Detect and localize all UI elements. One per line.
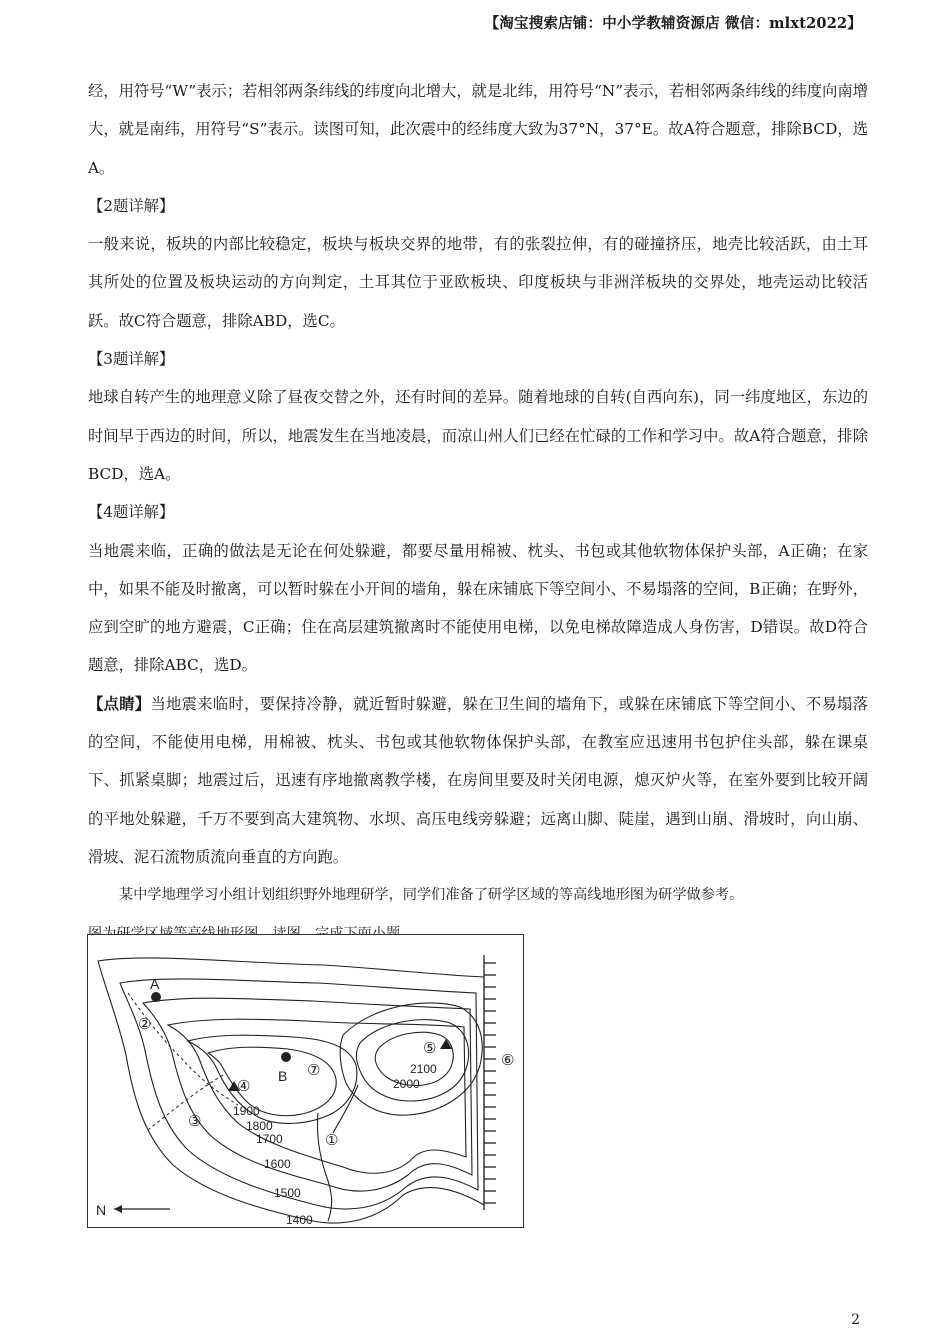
contour-line-1700 xyxy=(168,1019,466,1173)
label-1900: 1900 xyxy=(233,1104,260,1118)
label-circle-7: ⑦ xyxy=(307,1062,321,1079)
point-b-marker xyxy=(281,1052,291,1062)
page-header: 【淘宝搜索店铺：中小学教辅资源店 微信：mlxt2022】 xyxy=(484,15,862,32)
label-circle-3: ③ xyxy=(188,1113,202,1130)
page-number: 2 xyxy=(851,1312,860,1328)
label-circle-6: ⑥ xyxy=(501,1052,515,1069)
label-point-b: B xyxy=(278,1068,288,1084)
paragraph-2: 一般来说，板块的内部比较稳定，板块与板块交界的地带，有的张裂拉伸，有的碰撞挤压，地壳比较活跃，由土耳其所处的位置及板块运动的方向判定，土耳其位于亚欧板块、印度板块与非洲洋板块的交界处，地壳运动比较活跃。故C符合题意，排除ABD，选C。 xyxy=(88,235,868,330)
paragraph-4: 当地震来临，正确的做法是无论在何处躲避，都要尽量用棉被、枕头、书包或其他软物体保护头部，A正确；在家中，如果不能及时撤离，可以暂时躲在小开间的墙角，躲在床铺底下等空间小、不易塌落的空间，B正确；在野外，应到空旷的地方避震，C正确；住在高层建筑撤离时不能使用电梯，以免电梯故障造成人身伤害，D错误。故D符合题意，排除ABC，选D。 xyxy=(88,541,868,675)
label-circle-5: ⑤ xyxy=(423,1040,437,1057)
label-1400: 1400 xyxy=(286,1213,313,1227)
label-circle-4: ④ xyxy=(237,1078,251,1095)
valley-line xyxy=(317,1113,331,1221)
label-1500: 1500 xyxy=(274,1186,301,1200)
contour-line-1600 xyxy=(143,998,472,1191)
contour-line-1900 xyxy=(208,1047,336,1115)
label-1600: 1600 xyxy=(264,1157,291,1171)
document-body xyxy=(88,72,868,953)
point-a-marker xyxy=(151,992,161,1002)
contour-map xyxy=(88,935,525,1229)
contour-map-figure xyxy=(87,934,524,1228)
paragraph-dianjing xyxy=(88,685,868,876)
label-circle-2: ② xyxy=(138,1016,152,1033)
heading-question-3: 【3题详解】 xyxy=(88,350,175,369)
paragraph-1: 经，用符号“W”表示；若相邻两条纬线的纬度向北增大，就是北纬，用符号“N”表示，若相邻两条纬线的纬度向南增大，就是南纬，用符号“S”表示。读图可知，此次震中的经纬度大致为37°N，37°E。故A符合题意，排除BCD，选A。 xyxy=(88,82,868,177)
dianjing-tag: 【点睛】 xyxy=(88,694,151,713)
label-2000: 2000 xyxy=(393,1077,420,1091)
label-north: N xyxy=(96,1202,107,1218)
heading-question-2: 【2题详解】 xyxy=(88,196,175,215)
heading-question-4: 【4题详解】 xyxy=(88,503,175,522)
paragraph-3: 地球自转产生的地理意义除了昼夜交替之外，还有时间的差异。随着地球的自转(自西向东)，同一纬度地区，东边的时间早于西边的时间，所以，地震发生在当地凌晨，而凉山州人们已经在忙碌的工作和学习中。故A符合题意，排除BCD，选A。 xyxy=(88,388,868,483)
label-point-a: A xyxy=(150,976,160,992)
label-1800: 1800 xyxy=(246,1119,273,1133)
label-circle-1: ① xyxy=(325,1132,339,1149)
contour-line-1500 xyxy=(120,979,478,1209)
ridge-line xyxy=(333,1085,358,1133)
dianjing-text: 当地震来临时，要保持冷静，就近暂时躲避，躲在卫生间的墙角下，或躲在床铺底下等空间小、不易塌落的空间，不能使用电梯，用棉被、枕头、书包或其他软物体保护头部，在教室应迅速用书包护住头部，躲在课桌下、抓紧桌脚；地震过后，迅速有序地撤离教学楼，在房间里要及时关闭电源，熄灭炉火等，在室外要到比较开阔的平地处躲避，千万不要到高大建筑物、水坝、高压电线旁躲避；远离山脚、陡崖，遇到山崩、滑坡时，向山崩、滑坡、泥石流物质流向垂直的方向跑。 xyxy=(88,694,868,866)
north-arrow-head xyxy=(114,1205,122,1213)
question-intro: 某中学地理学习小组计划组织野外地理研学，同学们准备了研学区域的等高线地形图为研学做参考。 xyxy=(119,887,744,904)
contour-line-east-1800 xyxy=(340,1003,482,1115)
label-2100: 2100 xyxy=(410,1062,437,1076)
label-1700: 1700 xyxy=(256,1132,283,1146)
